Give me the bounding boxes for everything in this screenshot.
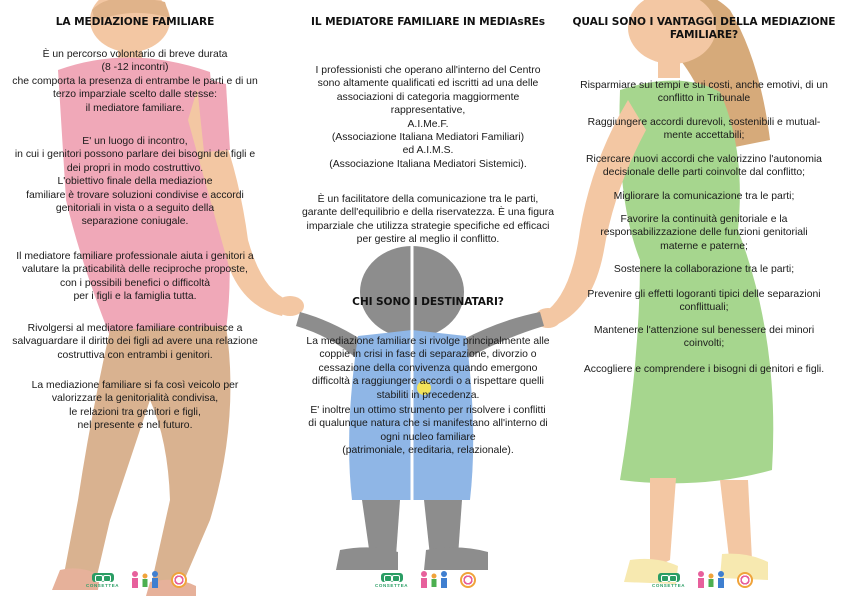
middle-paragraph-1: I professionisti che operano all'interno del Centro sono altamente qualificati ed iscritti ad una delle associazioni di categoria maggiormente rappresentative, A.I.Me.F. (Associazione Italiana Mediatori Familiari) ed A.I.M.S. (Associazione Italiana Mediatori Sistemici). <box>315 65 541 170</box>
mediasres-logo-icon <box>460 572 476 588</box>
heading-mediazione-familiare: LA MEDIAZIONE FAMILIARE <box>55 16 215 28</box>
consettea-logo: CONSETTEA <box>375 573 408 588</box>
heading-destinatari: CHI SONO I DESTINATARI? <box>352 296 504 308</box>
middle-paragraph-3: La mediazione familiare si rivolge principalmente alle coppie in crisi in fase di separazione, divorzio o cessazione della convivenza quando emergono difficoltà a raggiungere accordi o a rispettare quelli stabiliti in precedenza. <box>306 336 550 401</box>
family-logo-icon <box>127 569 163 591</box>
heading-vantaggi: QUALI SONO I VANTAGGI DELLA MEDIAZIONE FAMILIARE? <box>572 16 836 41</box>
middle-paragraph-4: E' inoltre un ottimo strumento per risolvere i conflitti di qualunque natura che si manifestano all'interno di ogni nucleo familiare (patrimoniale, ereditaria, relazionale). <box>308 405 548 457</box>
consettea-mark-icon <box>381 573 403 582</box>
advantage-item: Favorire la continuità genitoriale e la responsabilizzazione delle funzioni genitoriali materne e paterne; <box>600 214 808 252</box>
advantage-item: Risparmiare sui tempi e sui costi, anche emotivi, di un conflitto in Tribunale <box>580 80 828 105</box>
left-paragraph-2: E' un luogo di incontro, in cui i genitori possono parlare dei bisogni dei figli e dei propri in modo costruttivo. L'obiettivo finale della mediazione familiare è trovare soluzioni condivise e accordi genitoriali in vista o a seguito della separazione coniugale. <box>14 136 256 228</box>
family-logo-icon <box>693 569 729 591</box>
footer-logos-left <box>86 570 187 590</box>
consettea-mark-icon <box>658 573 680 582</box>
advantage-item: Ricercare nuovi accordi che valorizzino l'autonomia decisionale delle parti coinvolte dal conflitto; <box>586 154 822 179</box>
consettea-mark-icon <box>92 573 114 582</box>
advantage-item: Prevenire gli effetti logoranti tipici delle separazioni conflittuali; <box>587 289 821 314</box>
consettea-logo: CONSETTEA <box>652 573 685 588</box>
footer-logos-right <box>652 570 753 590</box>
middle-paragraph-2: È un facilitatore della comunicazione tra le parti, garante dell'equilibrio e della riservatezza. È una figura imparziale che utilizza strategie specifiche ed efficaci per gestire al meglio il conflitto. <box>301 194 555 246</box>
footer-logos-middle <box>375 570 476 590</box>
advantage-item: Mantenere l'attenzione sul benessere dei minori coinvolti; <box>593 325 815 350</box>
advantage-item: Accogliere e comprendere i bisogni di genitori e figli. <box>583 364 825 375</box>
consettea-logo: CONSETTEA <box>86 573 119 588</box>
mediasres-logo-icon <box>737 572 753 588</box>
advantage-item: Raggiungere accordi durevoli, sostenibili e mutual- mente accettabili; <box>587 117 821 142</box>
advantage-item: Sostenere la collaborazione tra le parti; <box>613 264 795 275</box>
left-paragraph-5: La mediazione familiare si fa così veicolo per valorizzare la genitorialità condivisa, le relazioni tra genitori e figli, nel presente e nel futuro. <box>31 380 239 432</box>
left-paragraph-4: Rivolgersi al mediatore familiare contribuisce a salvaguardare il diritto dei figli ad avere una relazione costruttiva con entrambi i genitori. <box>12 323 258 361</box>
advantage-item: Migliorare la comunicazione tra le parti; <box>613 191 795 202</box>
left-paragraph-3: Il mediatore familiare professionale aiuta i genitori a valutare la praticabilità delle reciproche proposte, con i possibili benefici o difficoltà per i figli e la famiglia tutta. <box>16 251 254 303</box>
left-paragraph-1: È un percorso volontario di breve durata (8 -12 incontri) che comporta la presenza di entrambe le parti e di un terzo imparziale scelto dalle stesse: il mediatore familiare. <box>12 49 258 114</box>
heading-mediatore-mediasres: IL MEDIATORE FAMILIARE IN MEDIAsREs <box>311 16 545 28</box>
mediasres-logo-icon <box>171 572 187 588</box>
family-logo-icon <box>416 569 452 591</box>
